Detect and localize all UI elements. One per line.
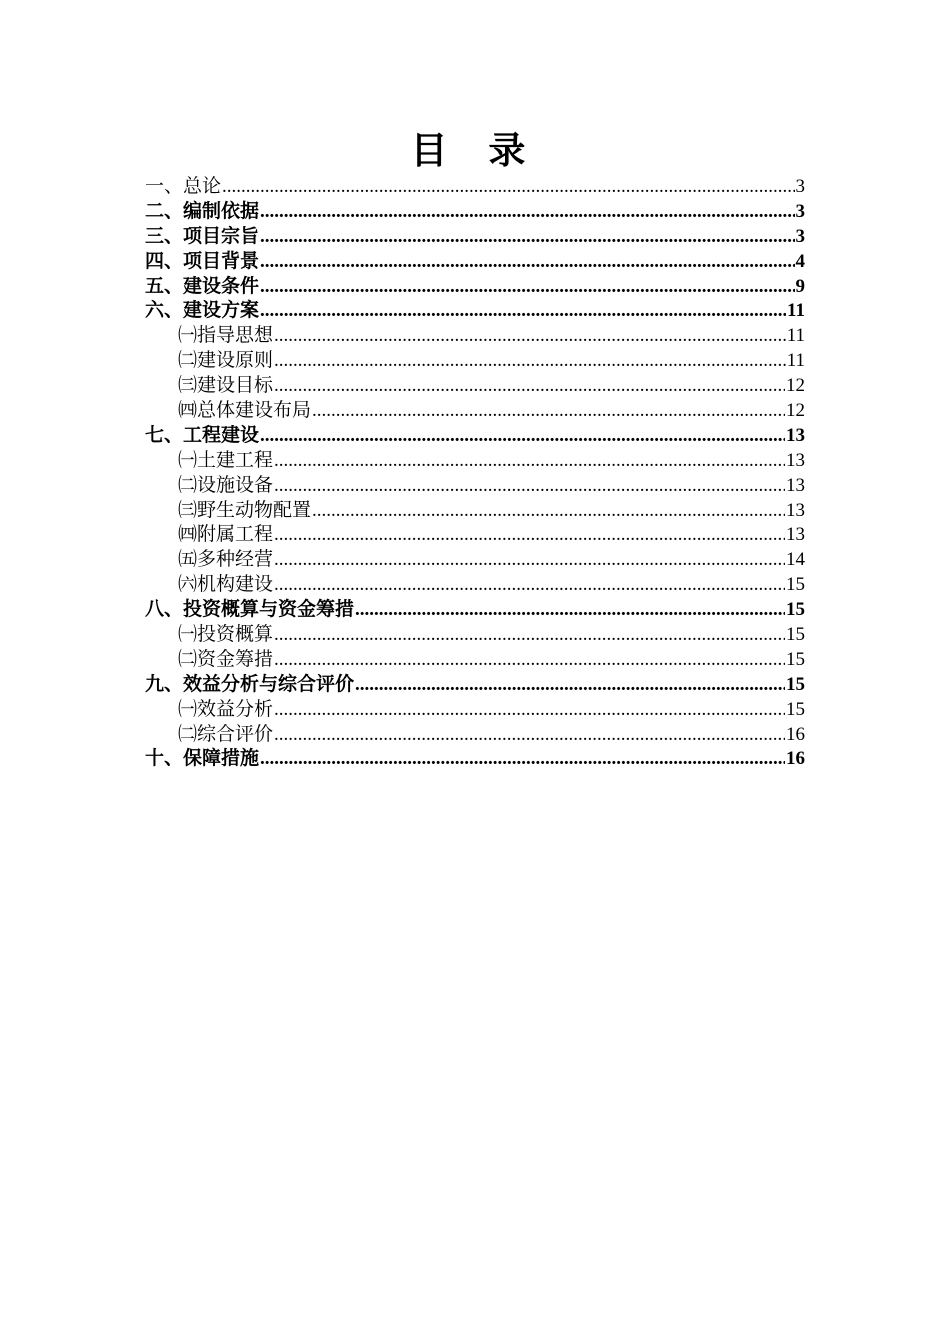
toc-page-number: 14 bbox=[786, 549, 805, 571]
toc-entry[interactable] bbox=[145, 423, 805, 448]
toc-entry[interactable] bbox=[145, 697, 805, 722]
toc-entry-label: 五、建设条件 bbox=[145, 274, 260, 297]
toc-dot-leader bbox=[260, 225, 794, 249]
toc-dot-leader bbox=[274, 723, 785, 747]
toc-page-number: 11 bbox=[786, 350, 805, 372]
toc-entry[interactable] bbox=[145, 199, 805, 224]
toc-entry-label: 七、工程建设 bbox=[145, 423, 260, 446]
toc-entry[interactable] bbox=[145, 498, 805, 523]
toc-page-number: 9 bbox=[795, 275, 805, 297]
toc-dot-leader bbox=[274, 573, 785, 597]
toc-dot-leader bbox=[260, 275, 794, 299]
toc-entry[interactable] bbox=[145, 647, 805, 672]
toc-dot-leader bbox=[274, 449, 785, 473]
toc-entry[interactable] bbox=[145, 746, 805, 771]
toc-entry-label: 八、投资概算与资金筹措 bbox=[145, 598, 355, 621]
toc-dot-leader bbox=[274, 474, 785, 498]
toc-entry[interactable] bbox=[145, 473, 805, 498]
toc-dot-leader bbox=[274, 523, 785, 547]
toc-page-number: 3 bbox=[795, 200, 805, 222]
toc-entry-label: ㈡设施设备 bbox=[178, 473, 274, 496]
toc-dot-leader bbox=[274, 698, 785, 722]
toc-entry-label: 六、建设方案 bbox=[145, 299, 260, 322]
toc-entry[interactable] bbox=[145, 398, 805, 423]
toc-entry[interactable] bbox=[145, 672, 805, 697]
toc-entry-label: ㈣总体建设布局 bbox=[178, 399, 312, 422]
toc-entry[interactable] bbox=[145, 597, 805, 622]
toc-dot-leader bbox=[274, 349, 786, 373]
table-of-contents bbox=[145, 174, 805, 771]
toc-entry-label: ㈠指导思想 bbox=[178, 324, 274, 347]
toc-page-number: 13 bbox=[786, 424, 805, 446]
toc-entry-label: ㈣附属工程 bbox=[178, 523, 274, 546]
toc-entry[interactable] bbox=[145, 298, 805, 323]
toc-entry[interactable] bbox=[145, 722, 805, 747]
toc-page-number: 3 bbox=[795, 225, 805, 247]
toc-dot-leader bbox=[312, 499, 785, 523]
toc-page-number: 16 bbox=[786, 723, 805, 745]
toc-title: 目 录 bbox=[410, 128, 540, 172]
toc-entry-label: 四、项目背景 bbox=[145, 249, 260, 272]
toc-dot-leader bbox=[260, 250, 794, 274]
toc-entry-label: ㈡建设原则 bbox=[178, 349, 274, 372]
toc-dot-leader bbox=[355, 598, 785, 622]
toc-entry-label: 三、项目宗旨 bbox=[145, 224, 260, 247]
toc-dot-leader bbox=[274, 648, 785, 672]
toc-entry-label: 二、编制依据 bbox=[145, 199, 260, 222]
toc-entry[interactable] bbox=[145, 348, 805, 373]
toc-page-number: 15 bbox=[786, 599, 805, 621]
toc-dot-leader bbox=[355, 673, 785, 697]
toc-entry-label: ㈤多种经营 bbox=[178, 548, 274, 571]
toc-entry-label: ㈥机构建设 bbox=[178, 573, 274, 596]
toc-dot-leader bbox=[312, 399, 785, 423]
toc-page-number: 12 bbox=[786, 400, 805, 422]
toc-page-number: 4 bbox=[795, 250, 805, 272]
toc-page-number: 15 bbox=[786, 624, 805, 646]
toc-entry[interactable] bbox=[145, 622, 805, 647]
toc-entry[interactable] bbox=[145, 224, 805, 249]
toc-page-number: 15 bbox=[786, 673, 805, 695]
toc-entry[interactable] bbox=[145, 547, 805, 572]
toc-page-number: 13 bbox=[786, 449, 805, 471]
toc-entry-label: ㈠投资概算 bbox=[178, 623, 274, 646]
toc-dot-leader bbox=[260, 424, 785, 448]
toc-entry[interactable] bbox=[145, 448, 805, 473]
toc-dot-leader bbox=[260, 200, 794, 224]
toc-page-number: 15 bbox=[786, 648, 805, 670]
toc-page-number: 3 bbox=[795, 176, 805, 197]
toc-page-number: 12 bbox=[786, 375, 805, 397]
toc-entry-label: ㈢建设目标 bbox=[178, 374, 274, 397]
toc-entry[interactable] bbox=[145, 572, 805, 597]
toc-page-number: 15 bbox=[786, 698, 805, 720]
toc-entry[interactable] bbox=[145, 249, 805, 274]
toc-entry[interactable] bbox=[145, 323, 805, 348]
toc-entry[interactable] bbox=[145, 373, 805, 398]
toc-page-number: 13 bbox=[786, 524, 805, 546]
toc-entry-label: 十、保障措施 bbox=[145, 747, 260, 770]
toc-entry-label: ㈠土建工程 bbox=[178, 448, 274, 471]
toc-entry-label: 九、效益分析与综合评价 bbox=[145, 672, 355, 695]
toc-entry-label: ㈠效益分析 bbox=[178, 697, 274, 720]
toc-entry[interactable] bbox=[145, 174, 805, 199]
toc-entry[interactable] bbox=[145, 522, 805, 547]
toc-dot-leader bbox=[274, 623, 785, 647]
toc-dot-leader bbox=[274, 374, 785, 398]
toc-dot-leader bbox=[274, 324, 786, 348]
toc-page-number: 11 bbox=[786, 325, 805, 347]
toc-entry-label: ㈡综合评价 bbox=[178, 722, 274, 745]
toc-page-number: 16 bbox=[786, 748, 805, 770]
toc-dot-leader bbox=[274, 548, 785, 572]
toc-entry-label: 一、总论 bbox=[145, 175, 222, 197]
toc-entry-label: ㈢野生动物配置 bbox=[178, 498, 312, 521]
toc-entry[interactable] bbox=[145, 274, 805, 299]
toc-dot-leader bbox=[260, 299, 786, 323]
toc-page-number: 11 bbox=[787, 300, 805, 322]
toc-page-number: 15 bbox=[786, 574, 805, 596]
toc-dot-leader bbox=[260, 747, 785, 771]
toc-entry-label: ㈡资金筹措 bbox=[178, 647, 274, 670]
toc-page-number: 13 bbox=[786, 499, 805, 521]
toc-dot-leader bbox=[222, 175, 794, 199]
toc-page-number: 13 bbox=[786, 474, 805, 496]
